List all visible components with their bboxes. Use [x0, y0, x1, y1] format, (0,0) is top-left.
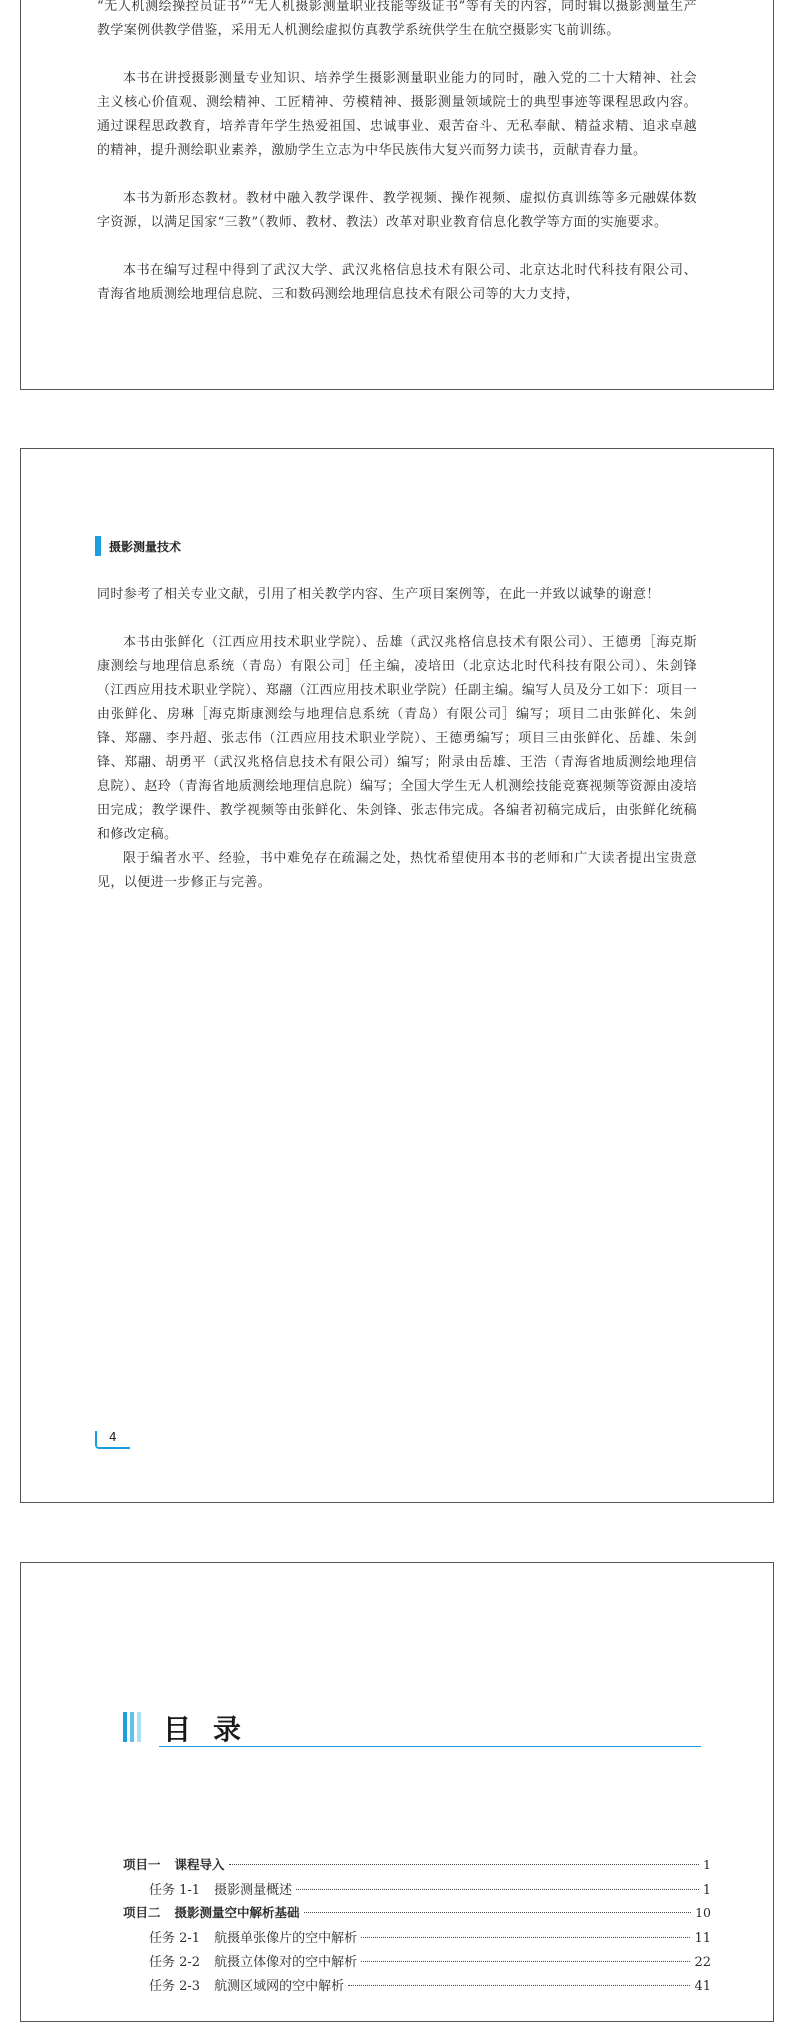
toc-project-entry[interactable]	[123, 1855, 711, 1879]
toc-entry-number: 任务 2-2	[149, 1955, 201, 1970]
page-number	[95, 1431, 130, 1450]
toc-entry-page: 1	[703, 1857, 711, 1872]
book-page-contents	[20, 1562, 774, 2022]
header-accent-bar	[95, 536, 101, 556]
contents-heading-rule	[159, 1746, 701, 1747]
preface-paragraph: 本书为新形态教材。教材中融入教学课件、教学视频、操作视频、虚拟仿真训练等多元融媒体数字资源，以满足国家“三教”（教师、教材、教法）改革对职业教育信息化教学等方面的实施要求。	[97, 191, 697, 230]
toc-entry-title: 航测区域网的空中解析	[214, 1979, 345, 1994]
toc-entry-number: 项目一	[123, 1857, 161, 1872]
toc-entry-title: 课程导入	[174, 1857, 225, 1872]
preface-paragraph: 同时参考了相关专业文献，引用了相关教学内容、生产项目案例等，在此一并致以诚挚的谢意！	[97, 587, 660, 602]
book-page-preface-continued	[20, 0, 774, 390]
toc-entry-number: 任务 2-1	[149, 1931, 201, 1946]
contents-list	[123, 1855, 711, 1999]
toc-entry-number: 项目二	[123, 1905, 161, 1920]
toc-entry-title: 航摄单张像片的空中解析	[214, 1931, 358, 1946]
book-page-4	[20, 448, 774, 1503]
contents-heading	[123, 1708, 701, 1748]
running-header-title: 摄影测量技术	[109, 539, 182, 554]
preface-paragraph: 本书在讲授摄影测量专业知识、培养学生摄影测量职业能力的同时，融入党的二十大精神、社会主义核心价值观、测绘精神、工匠精神、劳模精神、摄影测量领域院士的典型事迹等课程思政内容。通过课程思政教育，培养青年学生热爱祖国、忠诚事业、艰苦奋斗、无私奉献、精益求精、追求卓越的精神，提升测绘职业素养，激励学生立志为中华民族伟大复兴而努力读书，贡献青春力量。	[97, 71, 697, 158]
toc-entry-page: 11	[694, 1931, 711, 1946]
toc-dot-leader	[229, 1864, 700, 1865]
preface-paragraph: “无人机测绘操控员证书”“无人机摄影测量职业技能等级证书”等有关的内容，同时辑以摄影测量生产教学案例供教学借鉴，采用无人机测绘虚拟仿真教学系统供学生在航空摄影实飞前训练。	[97, 0, 697, 38]
toc-task-entry[interactable]	[123, 1879, 711, 1903]
preface-paragraph: 限于编者水平、经验，书中难免存在疏漏之处，热忱希望使用本书的老师和广大读者提出宝贵意见，以便进一步修正与完善。	[97, 851, 697, 890]
preface-paragraph: 本书在编写过程中得到了武汉大学、武汉兆格信息技术有限公司、北京达北时代科技有限公司、青海省地质测绘地理信息院、三和数码测绘地理信息技术有限公司等的大力支持，	[97, 263, 697, 302]
toc-dot-leader	[361, 1961, 690, 1962]
preface-paragraph: 本书由张鲜化（江西应用技术职业学院）、岳雄（武汉兆格信息技术有限公司）、王德勇［海克斯康测绘与地理信息系统（青岛）有限公司］任主编，凌培田（北京达北时代科技有限公司）、朱剑锋（江西应用技术职业学院）、郑翮（江西应用技术职业学院）任副主编。编写人员及分工如下：项目一由张鲜化、房琳［海克斯康测绘与地理信息系统（青岛）有限公司］编写；项目二由张鲜化、朱剑锋、郑翮、李丹超、张志伟（江西应用技术职业学院）、王德勇编写；项目三由张鲜化、岳雄、朱剑锋、郑翮、胡勇平（武汉兆格信息技术有限公司）编写；附录由岳雄、王浩（青海省地质测绘地理信息院）、赵玲（青海省地质测绘地理信息院）编写；全国大学生无人机测绘技能竞赛视频等资源由凌培田完成；教学课件、教学视频等由张鲜化、朱剑锋、张志伟完成。各编者初稿完成后，由张鲜化统稿和修改定稿。	[97, 635, 697, 842]
toc-task-entry[interactable]	[123, 1927, 711, 1951]
toc-entry-number: 任务 2-3	[149, 1979, 201, 1994]
contents-heading-bars	[123, 1712, 141, 1742]
toc-entry-title: 摄影测量概述	[214, 1883, 293, 1898]
toc-project-entry[interactable]	[123, 1903, 711, 1927]
contents-heading-text: 目录	[163, 1713, 264, 1746]
running-header	[95, 536, 181, 556]
toc-task-entry[interactable]	[123, 1951, 711, 1975]
toc-entry-page: 1	[702, 1883, 711, 1898]
toc-dot-leader	[304, 1912, 692, 1913]
toc-entry-number: 任务 1-1	[149, 1883, 201, 1898]
toc-task-entry[interactable]	[123, 1975, 711, 1999]
page-number-text: 4	[109, 1430, 117, 1444]
toc-entry-title: 航摄立体像对的空中解析	[214, 1955, 358, 1970]
toc-dot-leader	[361, 1937, 690, 1938]
toc-dot-leader	[296, 1889, 699, 1890]
toc-entry-page: 10	[695, 1905, 711, 1920]
toc-entry-page: 22	[694, 1955, 711, 1970]
toc-entry-title: 摄影测量空中解析基础	[174, 1905, 300, 1920]
toc-entry-page: 41	[694, 1979, 711, 1994]
toc-dot-leader	[348, 1985, 690, 1986]
